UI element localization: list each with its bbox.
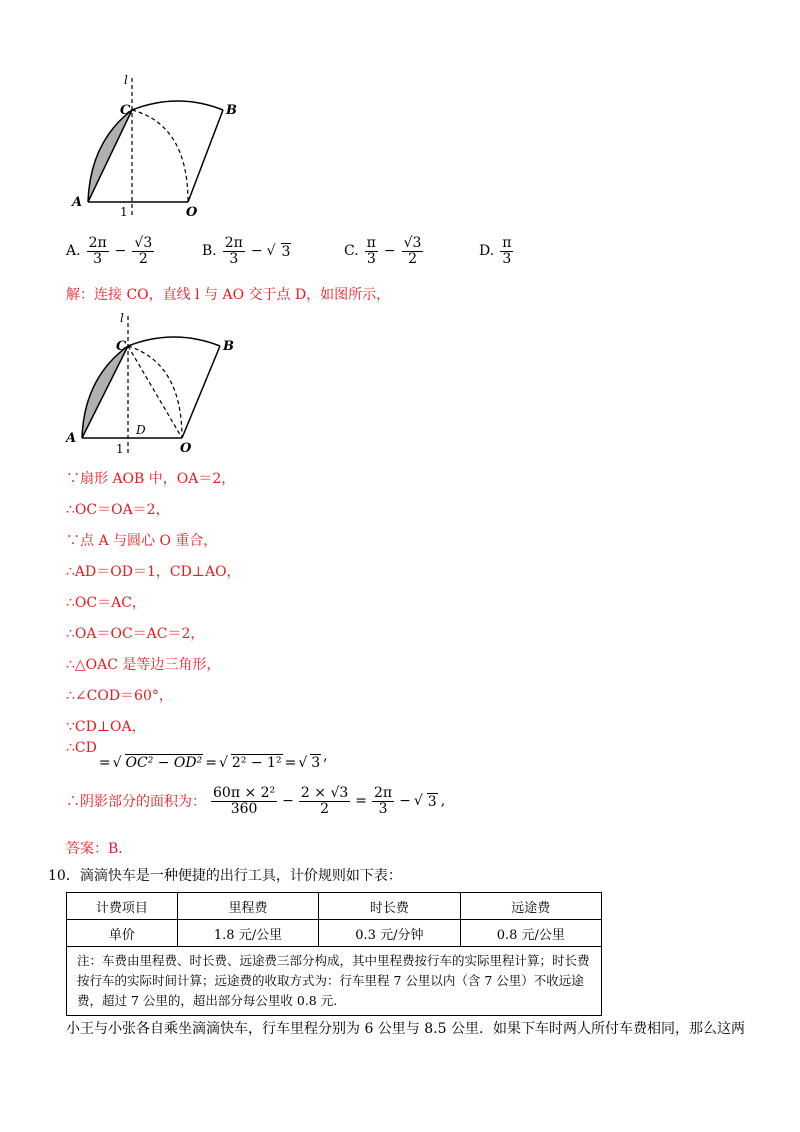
- label-a: A: [66, 431, 77, 446]
- label-l: l: [124, 73, 128, 87]
- label-d: D: [136, 423, 146, 437]
- table-note: 注：车费由里程费、时长费、远途费三部分构成，其中里程费按行车的实际里程计算；时长费按行车的实际时间计算；远途费的收取方式为：行车里程 7 公里以内（含 7 公里）不收远途费，超过 7 公里的，超出部分每公里收 0.8 元.: [67, 947, 602, 1016]
- question-10-continuation: 小王与小张各自乘坐滴滴快车，行车里程分别为 6 公里与 8.5 公里．如果下车时两人所付车费相同，那么这两: [66, 1021, 745, 1037]
- table-cell: 单价: [67, 920, 178, 947]
- table-cell: 0.3 元/分钟: [319, 920, 460, 947]
- question-10-stem: 10．滴滴快车是一种便捷的出行工具，计价规则如下表：: [48, 868, 402, 884]
- label-1: 1: [120, 205, 128, 219]
- step-5: ∴OC＝AC，: [66, 595, 146, 611]
- table-note-row: [67, 947, 602, 1016]
- answer: 答案：B．: [66, 841, 133, 857]
- step-3: ∵点 A 与圆心 O 重合，: [66, 533, 218, 549]
- step-7: ∴△OAC 是等边三角形，: [66, 657, 221, 673]
- cd-equation: ∴CD = √ OC² − OD² = √ 2² − 1² = √ 3 ,: [66, 740, 328, 771]
- table-row: [67, 920, 602, 947]
- option-d: D. $\frac{\pi}{3}$: [479, 235, 512, 267]
- header-cell: 计费项目: [67, 893, 178, 920]
- step-6: ∴OA＝OC＝AC＝2，: [66, 626, 205, 642]
- label-o: O: [186, 205, 198, 220]
- option-c: C. $\frac{\pi}{3}$ − $\frac{√3}{2}$: [344, 235, 422, 267]
- header-cell: 里程费: [177, 893, 318, 920]
- label-o: O: [180, 441, 192, 456]
- fee-table: [66, 892, 602, 1016]
- label-a: A: [72, 195, 83, 210]
- figure-sector-2: [60, 308, 250, 458]
- header-cell: 时长费: [319, 893, 460, 920]
- label-c: C: [116, 339, 127, 354]
- figure-sector-1: [60, 70, 250, 220]
- step-4: ∴AD＝OD＝1，CD⊥AO，: [66, 564, 241, 580]
- label-c: C: [120, 103, 131, 118]
- step-2: ∴OC＝OA＝2，: [66, 502, 170, 518]
- table-cell: 1.8 元/公里: [177, 920, 318, 947]
- solution-intro: 解：连接 CO，直线 l 与 AO 交于点 D，如图所示，: [66, 287, 391, 303]
- header-cell: 远途费: [460, 893, 601, 920]
- label-b: B: [223, 339, 234, 354]
- option-b: B. $\frac{2\pi}{3}$ − √ 3: [202, 236, 291, 266]
- label-1: 1: [116, 442, 124, 456]
- table-header-row: [67, 893, 602, 920]
- table-cell: 0.8 元/公里: [460, 920, 601, 947]
- step-1: ∵扇形 AOB 中，OA＝2，: [66, 471, 236, 487]
- label-l: l: [120, 311, 124, 325]
- step-9: ∵CD⊥OA，: [66, 719, 146, 735]
- label-b: B: [226, 103, 237, 118]
- area-equation: ∴阴影部分的面积为： $\frac{\text{60π × 2²}}{360}$ − $\frac{2 \times √3}{2}$ = $\frac{2\pi}{3}$ − √ 3 ,: [66, 786, 445, 816]
- option-a: A. $\frac{2\pi}{3}$ − $\frac{√3}{2}$: [66, 235, 153, 267]
- step-8: ∴∠COD＝60°，: [66, 688, 173, 704]
